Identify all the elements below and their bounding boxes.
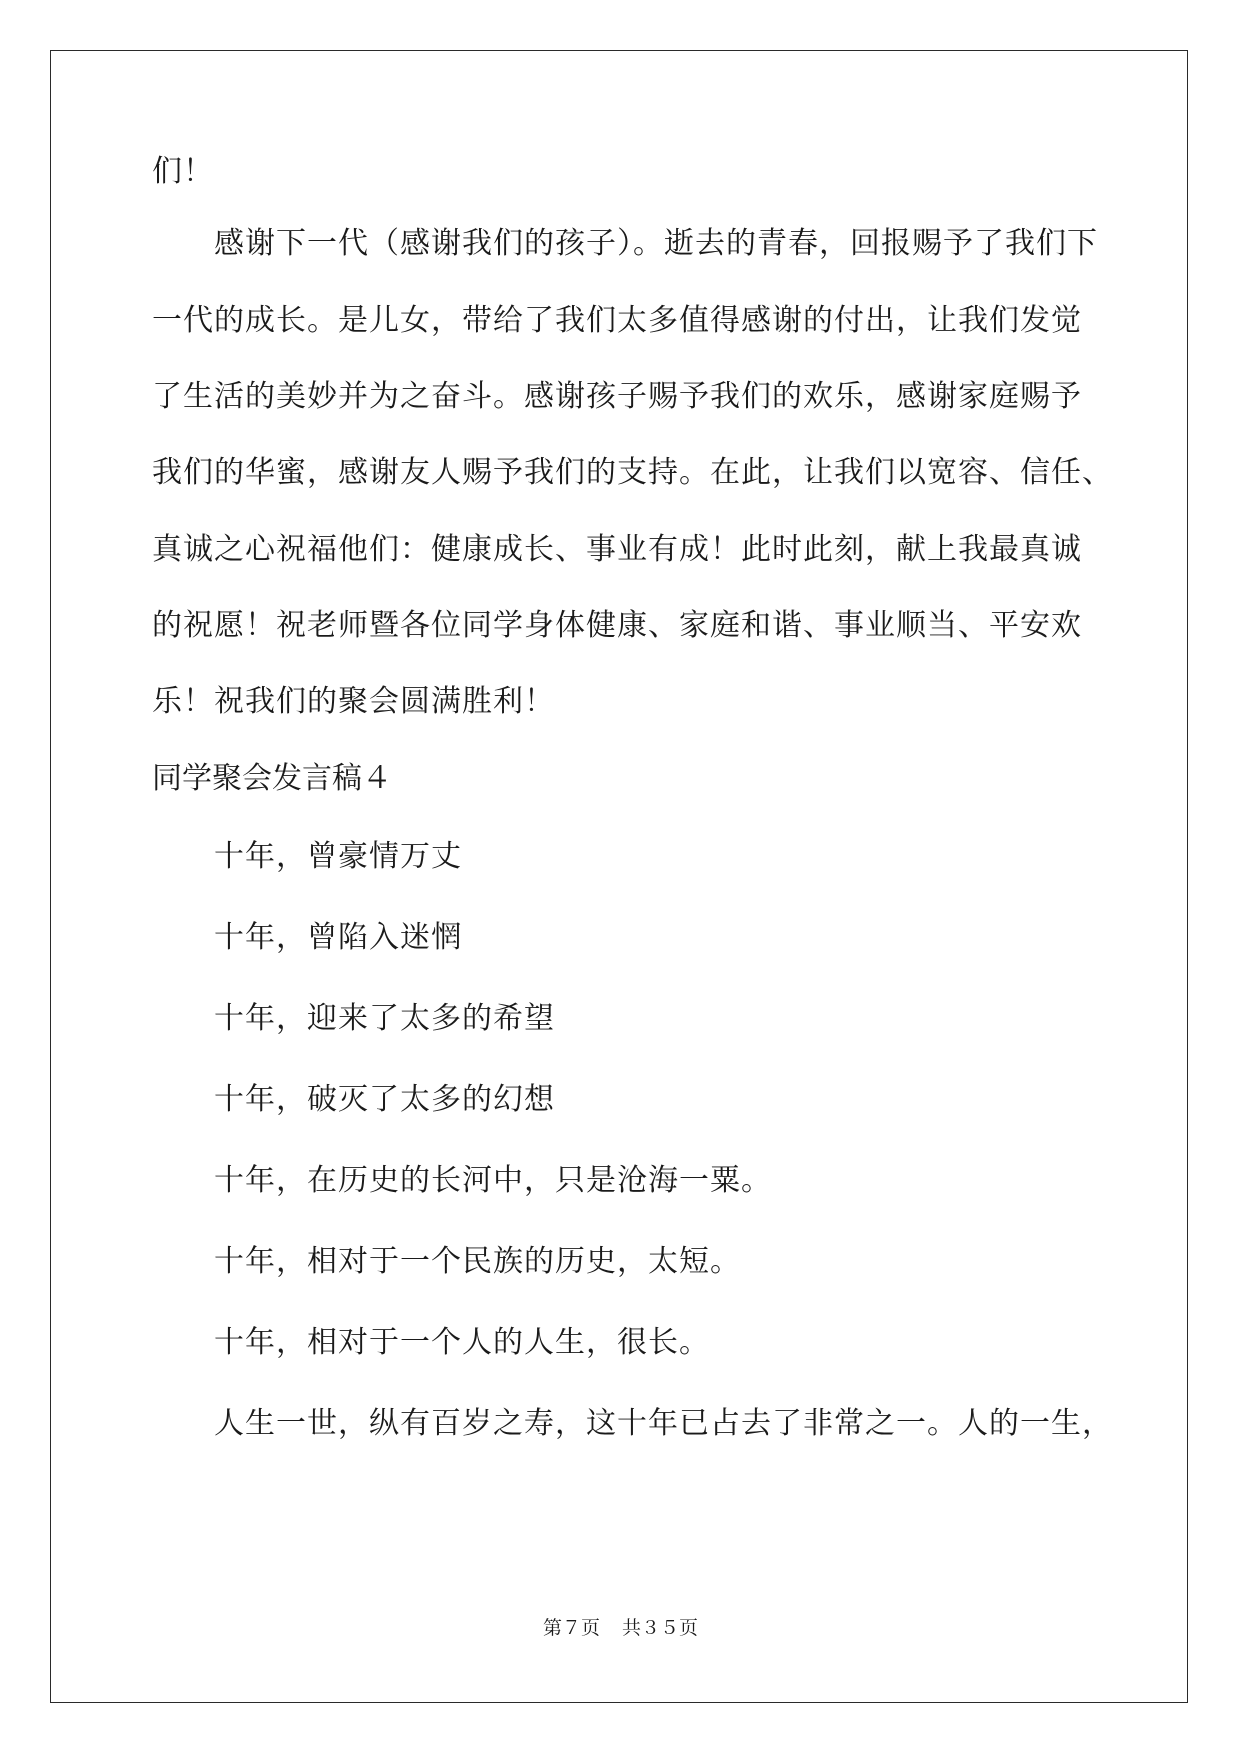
paragraph-line: 十年，破灭了太多的幻想 bbox=[214, 1082, 555, 1117]
page-number: 第７页 bbox=[542, 1617, 600, 1639]
section-heading: 同学聚会发言稿４ bbox=[152, 761, 392, 796]
paragraph-line: 了生活的美妙并为之奋斗。感谢孩子赐予我们的欢乐，感谢家庭赐予 bbox=[152, 379, 1082, 414]
page-border bbox=[50, 50, 1188, 1703]
paragraph-line: 感谢下一代（感谢我们的孩子）。逝去的青春，回报赐予了我们下 bbox=[214, 226, 1098, 261]
paragraph-line: 十年，相对于一个民族的历史，太短。 bbox=[214, 1244, 741, 1279]
paragraph-line: 我们的华蜜，感谢友人赐予我们的支持。在此，让我们以宽容、信任、 bbox=[152, 455, 1113, 490]
page-total: 共３５页 bbox=[622, 1617, 699, 1639]
paragraph-line: 真诚之心祝福他们：健康成长、事业有成！此时此刻，献上我最真诚 bbox=[152, 532, 1082, 567]
paragraph-line: 十年，迎来了太多的希望 bbox=[214, 1001, 555, 1036]
paragraph-line: 的祝愿！祝老师暨各位同学身体健康、家庭和谐、事业顺当、平安欢 bbox=[152, 608, 1082, 643]
paragraph-line: 十年，相对于一个人的人生，很长。 bbox=[214, 1325, 710, 1360]
paragraph-line: 一代的成长。是儿女，带给了我们太多值得感谢的付出，让我们发觉 bbox=[152, 303, 1082, 338]
paragraph-line: 十年，在历史的长河中，只是沧海一粟。 bbox=[214, 1163, 772, 1198]
paragraph-line: 们！ bbox=[152, 154, 214, 189]
paragraph-line: 十年，曾陷入迷惘 bbox=[214, 920, 462, 955]
paragraph-line: 十年，曾豪情万丈 bbox=[214, 839, 462, 874]
page-footer bbox=[0, 1616, 1241, 1640]
paragraph-line: 乐！祝我们的聚会圆满胜利！ bbox=[152, 684, 555, 719]
paragraph-line: 人生一世，纵有百岁之寿，这十年已占去了非常之一。人的一生， bbox=[214, 1406, 1113, 1441]
